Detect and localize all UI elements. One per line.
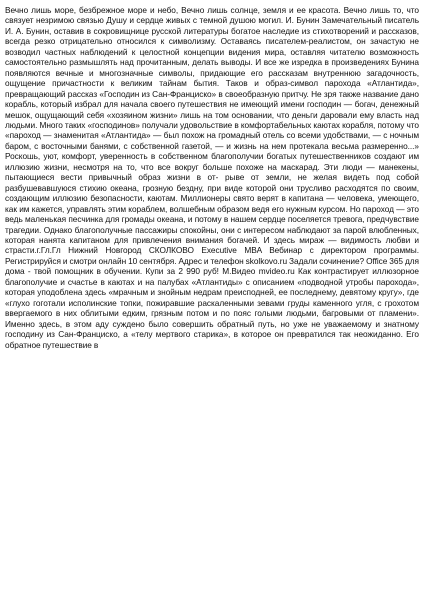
text-line: иллюзию безопасности, каютам. Миллионеры свято верят в капитана — человека, (52, 193, 375, 204)
text-line: богач, денежный мешок, ощущающий себя «хозяином жизни» лишь на том (5, 99, 419, 120)
text-line: умеющего, как им кажется, управлять этим кораблем, волшебным образом ведя (5, 193, 419, 214)
text-line: «господинов» получали удовольствие в комфортабельных каютах корабля, потому (87, 119, 405, 130)
text-line: создают им иллюзию жизни, несмотря на то, что все вокруг больше похоже на (5, 151, 419, 172)
text-line: Вечно лишь море, безбрежное море и небо, Вечно лишь солнце, земля и ее (5, 5, 306, 15)
text-line: рассказов, всегда резко отрицательно относился к символизму. Оставаясь (5, 25, 419, 47)
text-line: темной душою могил. И. Бунин Замечательный писатель И. А. Бунин, оставив в (5, 15, 419, 36)
text-line: Office 365 для дома - твой помощник в обучении. Купи за 2 990 руб! М.Видео (5, 255, 419, 277)
text-line: уподоблена здесь «мрачным и знойным недрам преисподней, ее последнему, (37, 287, 338, 298)
text-line: облитыми едким, грязным потом и по пояс голыми людьми, багровыми от (80, 308, 376, 319)
text-line: комфорт, уверенность в собственном благополучии богатых путешественников (61, 151, 371, 162)
text-line: палубах «Атлантиды» с описанием «подводной утробы парохода», которая (5, 276, 419, 298)
essay-text (5, 5, 419, 350)
text-line: из Сан-Франциско» в своеобразную притчу. Не зря также название дано корабль, (5, 88, 419, 110)
text-line: всеми удобствами, — с ночным баром, с восточными банями, с собственной (5, 130, 419, 151)
text-line: рыве от земли, не желая видеть под собой разбушевавшуюся стихию океана, (5, 172, 419, 193)
text-line: сокровищнице русской литературы богатое наследие из стихотворений и (93, 25, 377, 36)
text-line: красота. Вечно лишь то, что связует незримою связью Душу и сердце живых с (5, 5, 419, 26)
text-line: океана, и потому в нашем сердце поселяется тревога, предчувствие трагедии. (5, 214, 419, 235)
text-line: что «пароход — знаменитая «Атлантида» — был похож на громадный отель со (5, 119, 419, 141)
text-line: внутреннюю загадочность, ощущение причастности к великим тайнам бытия. (5, 67, 419, 89)
text-line: его нужным курсом. Но пароход — это ведь маленькая песчинка для громады (5, 203, 419, 225)
text-line: газетой, — и жизнь на нем протекала весьма размеренно...» Роскошь, уют, (5, 140, 419, 162)
text-line: старика», в которое он превратился так неожиданно. Его обратное путешествие в (5, 329, 419, 350)
text-line: mvideo.ru Как контрастирует иллюзорное благополучие и счастье в каютах и на (5, 266, 419, 287)
text-line: Таков и образ-символ парохода «Атлантида», превращающий рассказ «Господин (5, 78, 419, 99)
text-line: СКОЛКОВО Executive MBA Вебинар с директором программы. Регистрируйся и (5, 245, 419, 266)
text-line: размышлять над прочитанным, делать выводы. И все же изредка в произведениях (69, 57, 389, 68)
text-line: раскаленными зевами груды каменного угля, с грохотом ввергаемого в них (5, 297, 419, 319)
text-line: Однако благополучные пассажиры спокойны, они с интересом наблюдают за (43, 224, 342, 235)
text-line: богачей. И здесь мираж — видимость любви и страсти.г.Гл.Гл Нижний Новгород (5, 234, 419, 256)
text-line: концепции видения мира, оставляя читателю возможность самостоятельно (5, 46, 419, 68)
text-line: парой влюбленных, которая нанята капитаном для привлечения внимания (5, 224, 419, 245)
text-line: пламени». Именно здесь, в этом аду суждено было совершить обратный путь, но (5, 308, 419, 329)
text-line: девятому кругу», где «глухо гоготали исполинские топки, пожиравшие (5, 287, 419, 308)
text-line: который избрал для начала своего путешествия не имеющий имени господин — (40, 99, 352, 110)
text-line: грозную бездну, при виде которой они трусливо расходятся по своим, создающим (5, 182, 419, 204)
text-line: писателем-реалистом, он зачастую не возводил частных наблюдений к целостной (5, 36, 419, 57)
text-line: маскарад. Эти люди — манекены, пытающиеся вести привычный образ жизни в от- (5, 161, 419, 183)
text-line: уже не уважаемому и знатному господину из Сан-Франциско, а «телу мертвого (5, 318, 419, 340)
text-line: Бунина появляются вечные и многозначные символы, придающие его рассказам (5, 57, 419, 78)
text-line: основании, что деньги даровали ему власть над людьми. Много таких (5, 109, 419, 130)
text-line: смотри онлайн 10 сентября. Адрес и телефон skolkovo.ru Задали сочинение? (69, 255, 365, 266)
document-page (5, 5, 419, 595)
